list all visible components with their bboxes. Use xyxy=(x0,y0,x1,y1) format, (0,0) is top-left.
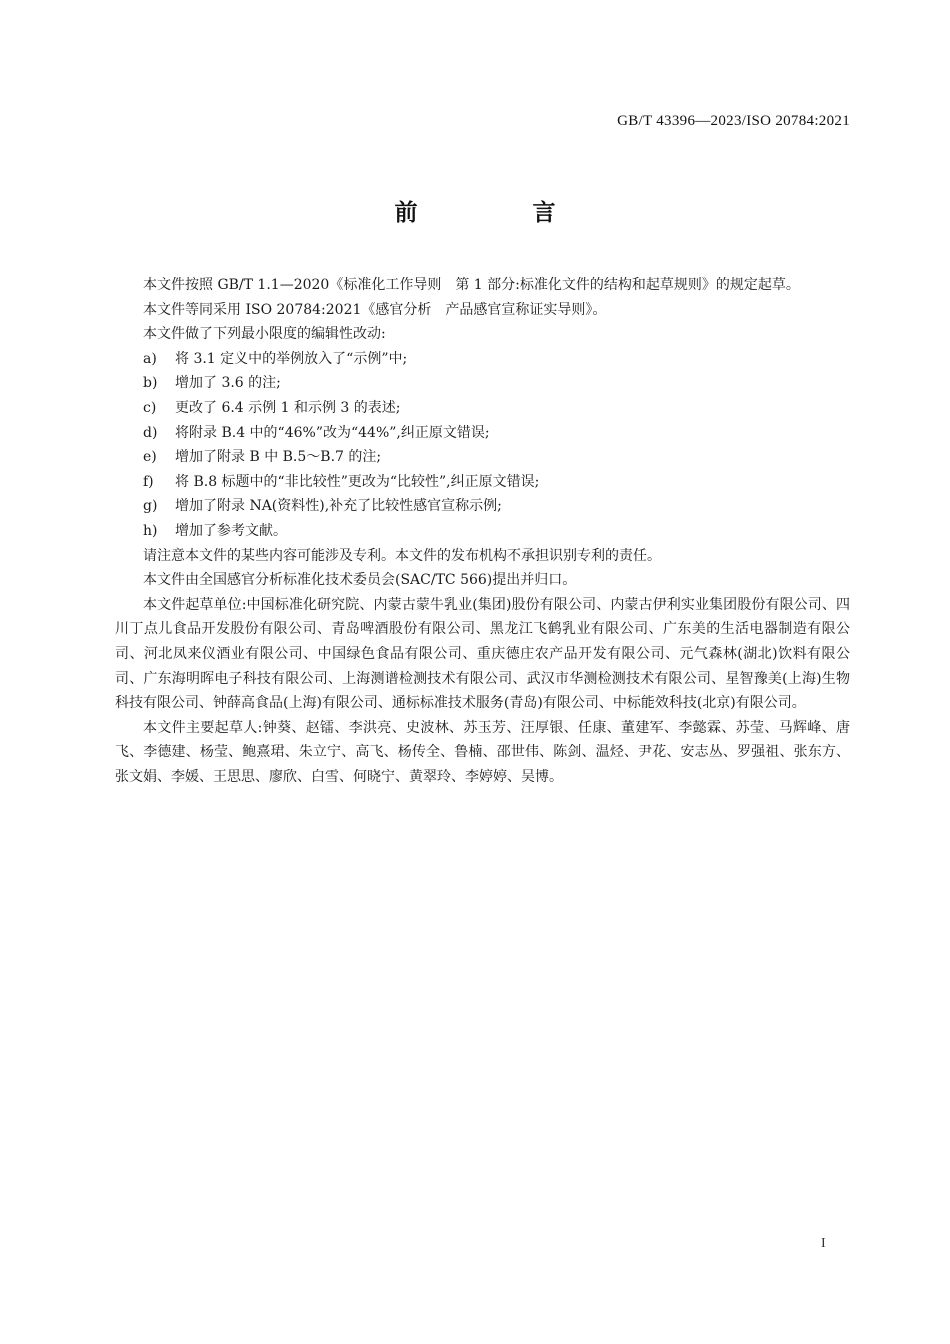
list-item-text: 更改了 6.4 示例 1 和示例 3 的表述; xyxy=(175,399,401,416)
list-item xyxy=(115,519,850,544)
list-item xyxy=(115,371,850,396)
paragraph-drafting-units: 本文件起草单位:中国标准化研究院、内蒙古蒙牛乳业(集团)股份有限公司、内蒙古伊利实业集团股份有限公司、四川丁点儿食品开发股份有限公司、青岛啤酒股份有限公司、黑龙江飞鹤乳业有限公司、广东美的生活电器制造有限公司、河北凤来仪酒业有限公司、中国绿色食品有限公司、重庆德庄农产品开发有限公司、元气森林(湖北)饮料有限公司、广东海明晖电子科技有限公司、上海测谱检测技术有限公司、武汉市华测检测技术有限公司、星智豫美(上海)生物科技有限公司、钟薛高食品(上海)有限公司、通标标准技术服务(青岛)有限公司、中标能效科技(北京)有限公司。 xyxy=(115,596,850,712)
list-marker: h) xyxy=(143,522,158,539)
paragraph-patent-notice: 请注意本文件的某些内容可能涉及专利。本文件的发布机构不承担识别专利的责任。 xyxy=(143,547,661,564)
list-item-text: 增加了附录 B 中 B.5～B.7 的注; xyxy=(175,449,382,466)
paragraph-changes-intro: 本文件做了下列最小限度的编辑性改动: xyxy=(143,326,386,343)
list-item-text: 将附录 B.4 中的“46%”改为“44%”,纠正原文错误; xyxy=(175,424,490,441)
list-marker: a) xyxy=(143,350,157,367)
foreword-body xyxy=(115,273,850,789)
list-item xyxy=(115,396,850,421)
list-item-text: 增加了 3.6 的注; xyxy=(175,375,281,392)
paragraph-drafting-rules: 本文件按照 GB/T 1.1—2020《标准化工作导则 第 1 部分:标准化文件的结构和起草规则》的规定起草。 xyxy=(143,277,800,293)
list-marker: e) xyxy=(143,449,157,466)
list-marker: b) xyxy=(143,375,158,392)
list-item-text: 增加了附录 NA(资料性),补充了比较性感官宣称示例; xyxy=(175,498,502,515)
list-item-text: 将 B.8 标题中的“非比较性”更改为“比较性”,纠正原文错误; xyxy=(175,473,540,490)
list-item xyxy=(115,347,850,372)
paragraph-drafters: 本文件主要起草人:钟葵、赵镭、李洪亮、史波林、苏玉芳、汪厚银、任康、董建军、李懿霖、苏莹、马辉峰、唐飞、李德建、杨莹、鲍熹珺、朱立宁、高飞、杨传全、鲁楠、邵世伟、陈剑、温烃、尹花、安志丛、罗强祖、张东方、张文娟、李媛、王思思、廖欣、白雪、何晓宁、黄翠玲、李婷婷、吴博。 xyxy=(115,719,850,785)
list-item xyxy=(115,494,850,519)
list-item xyxy=(115,470,850,495)
list-item xyxy=(115,421,850,446)
list-item xyxy=(115,445,850,470)
list-item-text: 将 3.1 定义中的举例放入了“示例”中; xyxy=(175,350,408,367)
list-marker: c) xyxy=(143,399,157,416)
page-title: 前 言 xyxy=(394,200,602,226)
paragraph-adoption: 本文件等同采用 ISO 20784:2021《感官分析 产品感官宣称证实导则》。 xyxy=(143,301,607,318)
standard-code-header: GB/T 43396—2023/ISO 20784:2021 xyxy=(617,113,850,129)
list-item-text: 增加了参考文献。 xyxy=(175,522,287,539)
paragraph-committee: 本文件由全国感官分析标准化技术委员会(SAC/TC 566)提出并归口。 xyxy=(143,572,577,589)
list-marker: f) xyxy=(143,473,154,490)
page-number: I xyxy=(821,1236,826,1251)
list-marker: d) xyxy=(143,424,158,441)
list-marker: g) xyxy=(143,498,158,515)
